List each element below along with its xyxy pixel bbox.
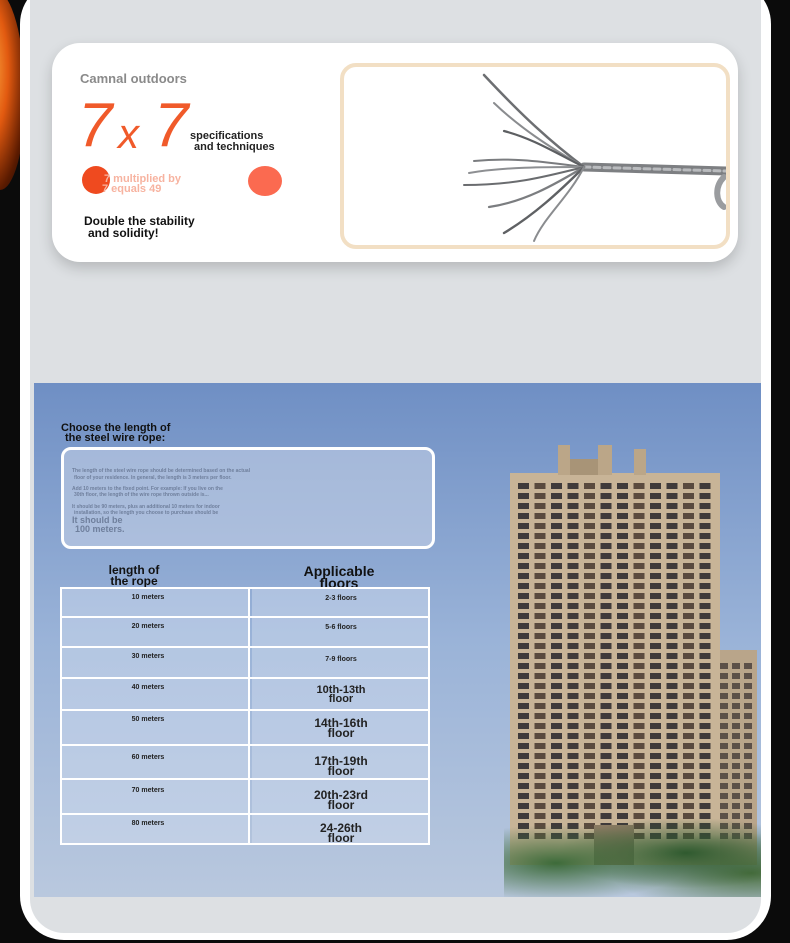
length-value: 60 meters xyxy=(131,754,165,761)
table-row xyxy=(60,813,430,845)
floor-value xyxy=(252,686,430,704)
info-result xyxy=(72,516,125,534)
table-row xyxy=(60,616,430,648)
multiply-line2: 7 equals 49 xyxy=(102,183,162,195)
floor-cell xyxy=(252,815,430,845)
length-cell xyxy=(60,679,250,711)
length-value: 80 meters xyxy=(131,820,165,827)
floor-line2: floor xyxy=(327,798,355,812)
info-line-2: floor of your residence. In general, the length is 3 meters per floor. xyxy=(74,475,232,481)
multiply-line1: 7 multiplied by xyxy=(104,173,182,185)
length-section-title xyxy=(61,423,170,443)
length-cell xyxy=(60,780,250,815)
table-row xyxy=(60,709,430,746)
spec-card xyxy=(52,43,738,262)
column-header-length-line2: the rope xyxy=(110,574,158,588)
trees-decoration xyxy=(504,803,761,897)
spec-caption-line1: specifications xyxy=(190,130,264,142)
length-cell xyxy=(60,746,250,780)
info-line-3: Add 10 meters to the fixed point. For example: If you live on the xyxy=(72,486,223,492)
floor-line1: 24-26th xyxy=(319,821,363,835)
floor-value: 5-6 floors xyxy=(325,624,357,631)
red-dot-right xyxy=(248,166,282,196)
column-header-floors-line1: Applicable xyxy=(303,563,375,579)
floor-line1: 14th-16th xyxy=(314,716,368,730)
floor-cell xyxy=(252,679,430,711)
spec-number-right: 7 xyxy=(154,91,189,160)
floor-line2: floor xyxy=(327,726,355,740)
table-bottom-border xyxy=(60,843,430,845)
column-header-floors xyxy=(284,565,394,589)
stability-line2: and solidity! xyxy=(88,226,159,240)
length-value: 50 meters xyxy=(131,716,165,723)
multiply-caption xyxy=(104,174,181,194)
floor-value xyxy=(252,823,430,843)
length-cell xyxy=(60,589,250,618)
floor-cell xyxy=(252,618,430,648)
floor-line2: floor xyxy=(327,764,355,778)
length-cell xyxy=(60,648,250,679)
wire-rope-image-frame xyxy=(340,63,730,249)
length-value: 20 meters xyxy=(131,623,165,630)
length-title-line2: the steel wire rope: xyxy=(65,432,166,444)
table-row xyxy=(60,646,430,679)
info-line-1: The length of the steel wire rope should be determined based on the actual xyxy=(72,468,251,474)
stability-line1: Double the stability xyxy=(84,214,195,228)
length-cell xyxy=(60,618,250,648)
table-row xyxy=(60,744,430,780)
info-line-4: 30th floor, the length of the wire rope thrown outside is... xyxy=(74,492,209,498)
table-row xyxy=(60,587,430,618)
floor-value: 7-9 floors xyxy=(325,656,357,663)
length-value: 10 meters xyxy=(131,594,165,601)
spec-times-sign: x xyxy=(118,110,139,157)
floor-value xyxy=(252,718,430,738)
spec-caption xyxy=(190,131,275,153)
brand-name: Camnal outdoors xyxy=(80,71,187,86)
floor-line1: 10th-13th xyxy=(316,684,366,696)
spec-number-left: 7 xyxy=(78,91,113,160)
content-panel xyxy=(30,0,761,933)
building-scene xyxy=(34,383,761,897)
length-value: 70 meters xyxy=(131,787,165,794)
wire-rope-illustration xyxy=(344,67,726,245)
spec-caption-line2: and techniques xyxy=(194,141,275,153)
floor-cell xyxy=(252,589,430,618)
length-cell xyxy=(60,711,250,746)
info-line-6: installation, so the length you choose to purchase should be xyxy=(74,510,219,516)
floor-cell xyxy=(252,711,430,746)
floor-value: 2-3 floors xyxy=(325,595,357,602)
floor-cell xyxy=(252,648,430,679)
column-header-length xyxy=(74,565,194,587)
table-row xyxy=(60,778,430,815)
info-result-line1: It should be xyxy=(72,515,123,525)
floor-line1: 17th-19th xyxy=(314,754,368,768)
floor-cell xyxy=(252,780,430,815)
length-floor-table xyxy=(60,587,430,845)
floor-value xyxy=(252,790,430,810)
apartment-building-illustration xyxy=(510,445,760,865)
column-header-length-line1: length of xyxy=(108,563,160,577)
right-edge xyxy=(771,0,790,943)
floor-cell xyxy=(252,746,430,780)
table-row xyxy=(60,677,430,711)
length-info-box xyxy=(61,447,435,549)
floor-line2: floor xyxy=(327,831,355,845)
floor-value xyxy=(252,756,430,776)
floor-line1: 20th-23rd xyxy=(313,788,369,802)
length-title-line1: Choose the length of xyxy=(61,422,171,434)
length-cell xyxy=(60,815,250,845)
length-value: 30 meters xyxy=(131,653,165,660)
stability-caption xyxy=(84,215,195,239)
info-line-5: It should be 90 meters, plus an additional 10 meters for indoor xyxy=(72,504,220,510)
floor-line2: floor xyxy=(328,693,354,705)
column-header-floors-line2: floors xyxy=(319,575,359,591)
info-result-line2: 100 meters. xyxy=(75,524,125,534)
length-value: 40 meters xyxy=(131,684,165,691)
